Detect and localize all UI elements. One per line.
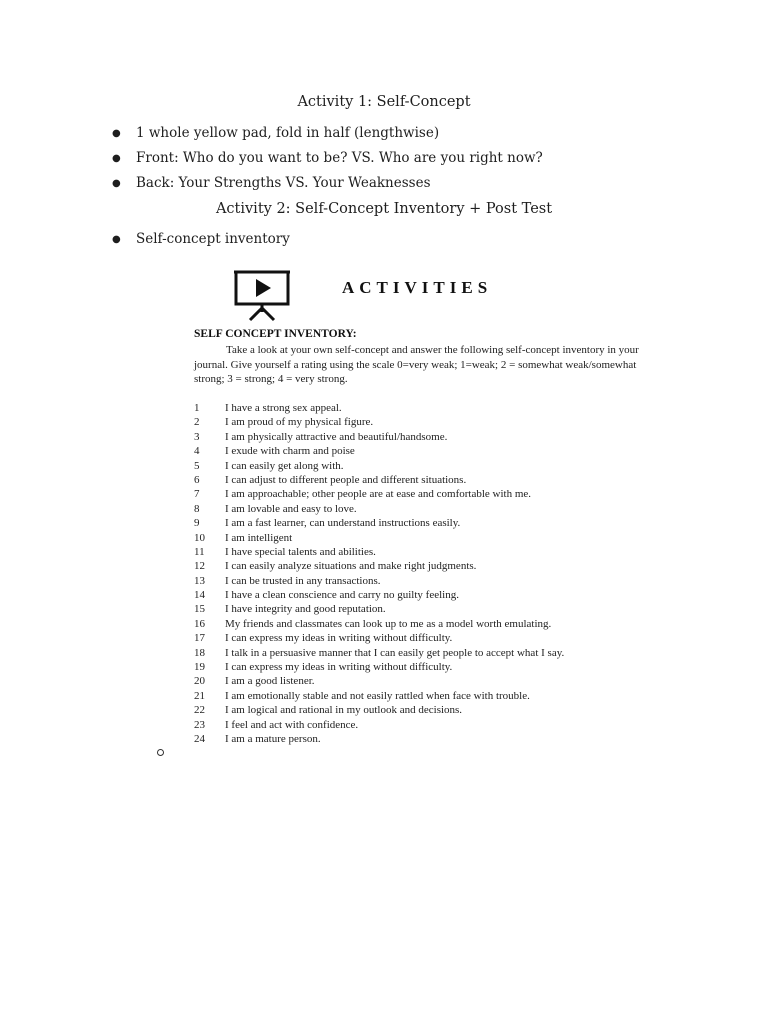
inventory-item (194, 531, 644, 545)
bullet-dot-icon: ● (112, 128, 121, 139)
inventory-item-statement: I feel and act with confidence. (225, 718, 359, 731)
inventory-item-statement: I can express my ideas in writing without difficulty. (225, 661, 453, 674)
inventory-item-statement: I can be trusted in any transactions. (225, 574, 381, 587)
inventory-item (194, 502, 644, 516)
inventory-item (194, 617, 644, 631)
inventory-item (194, 602, 644, 616)
inventory-item (194, 430, 644, 444)
inventory-item (194, 689, 644, 703)
inventory-item (194, 574, 644, 588)
inventory-item-statement: I am intelligent (225, 531, 293, 544)
inventory-item (194, 401, 644, 415)
inventory-item-statement: I am approachable; other people are at ease and comfortable with me. (225, 488, 532, 501)
inventory-item (194, 588, 644, 602)
inventory-item-statement: I can easily get along with. (225, 459, 344, 472)
inventory-item-statement: I talk in a persuasive manner that I can easily get people to accept what I say. (225, 646, 565, 659)
inventory-item-statement: I have integrity and good reputation. (225, 603, 386, 616)
inventory-item (194, 703, 644, 717)
inventory-item-number: 14 (194, 589, 205, 602)
bullet-text: Front: Who do you want to be? VS. Who are you right now? (136, 150, 543, 166)
inventory-item-number: 1 (194, 402, 200, 414)
bullet-text: 1 whole yellow pad, fold in half (lengthwise) (136, 125, 440, 141)
inventory-item-number: 3 (194, 430, 200, 443)
inventory-item-statement: I can easily analyze situations and make right judgments. (225, 560, 477, 573)
inventory-item-number: 13 (194, 574, 205, 587)
bullet-text: Self-concept inventory (136, 231, 290, 247)
inventory-instructions: Take a look at your own self-concept and answer the following self-concept inventory in your journal. Give yourself a rating using the scale 0=very weak; 1=weak; 2 = somewhat weak/somewhat strong; 3 = strong; 4 = very strong. (194, 344, 639, 385)
inventory-item-number: 11 (194, 545, 205, 558)
inventory-item (194, 660, 644, 674)
inventory-item (194, 444, 644, 458)
projector-play-icon (234, 266, 290, 322)
activity-1-heading: Activity 1: Self-Concept (297, 94, 471, 110)
inventory-item-number: 2 (194, 416, 200, 429)
inventory-item (194, 545, 644, 559)
inventory-item (194, 732, 644, 746)
inventory-item-statement: I exude with charm and poise (225, 445, 355, 458)
bullet-text: Back: Your Strengths VS. Your Weaknesses (136, 175, 431, 191)
inventory-item-number: 7 (194, 488, 200, 501)
inventory-item (194, 459, 644, 473)
bullet-dot-icon: ● (112, 178, 121, 189)
inventory-item-number: 20 (194, 675, 205, 688)
inventory-item-statement: I have a clean conscience and carry no guilty feeling. (225, 589, 459, 602)
inventory-item (194, 415, 644, 429)
inventory-item-statement: I am logical and rational in my outlook and decisions. (225, 704, 463, 717)
activities-title: ACTIVITIES (342, 278, 493, 297)
bullet-dot-icon: ● (112, 234, 121, 245)
inventory-item-number: 6 (194, 473, 200, 486)
inventory-item-number: 24 (194, 732, 205, 745)
inventory-item-statement: I am emotionally stable and not easily rattled when face with trouble. (225, 689, 530, 702)
inventory-item-number: 23 (194, 718, 205, 731)
inventory-item-number: 4 (194, 445, 200, 458)
inventory-item-number: 15 (194, 603, 205, 616)
inventory-item (194, 646, 644, 660)
inventory-item-number: 9 (194, 517, 200, 530)
bullet-dot-icon: ● (112, 153, 121, 164)
inventory-item (194, 718, 644, 732)
inventory-item-number: 21 (194, 689, 205, 702)
inventory-item-statement: I am physically attractive and beautiful/handsome. (225, 430, 448, 443)
inventory-item-statement: I am lovable and easy to love. (225, 502, 357, 515)
inventory-item (194, 559, 644, 573)
inventory-item-statement: I am proud of my physical figure. (225, 416, 374, 429)
activity-2-heading: Activity 2: Self-Concept Inventory + Post Test (215, 201, 553, 217)
inventory-item-number: 12 (194, 560, 205, 573)
inventory-title: SELF CONCEPT INVENTORY: (194, 328, 357, 340)
inventory-item-statement: I am a good listener. (225, 675, 315, 688)
inventory-item-number: 8 (194, 502, 200, 515)
inventory-item-number: 17 (194, 632, 205, 645)
inventory-item-statement: I am a fast learner, can understand instructions easily. (225, 517, 461, 530)
inventory-item-statement: I can adjust to different people and different situations. (225, 473, 467, 486)
inventory-item-statement: I can express my ideas in writing without difficulty. (225, 632, 453, 645)
inventory-item-number: 10 (194, 531, 205, 544)
inventory-item (194, 631, 644, 645)
inventory-list (194, 401, 644, 746)
inventory-item-statement: My friends and classmates can look up to me as a model worth emulating. (225, 617, 552, 630)
inventory-item-statement: I have a strong sex appeal. (225, 402, 342, 414)
inventory-item-number: 18 (194, 646, 205, 659)
empty-circle-bullet-icon (157, 749, 164, 756)
inventory-item (194, 516, 644, 530)
inventory-item (194, 473, 644, 487)
inventory-item-number: 5 (194, 459, 200, 472)
inventory-item-number: 16 (194, 617, 205, 630)
inventory-item-statement: I am a mature person. (225, 732, 321, 745)
inventory-item-statement: I have special talents and abilities. (225, 545, 376, 558)
inventory-item (194, 674, 644, 688)
inventory-item-number: 19 (194, 661, 205, 674)
inventory-image (190, 262, 650, 752)
inventory-item-number: 22 (194, 704, 205, 717)
inventory-item (194, 487, 644, 501)
